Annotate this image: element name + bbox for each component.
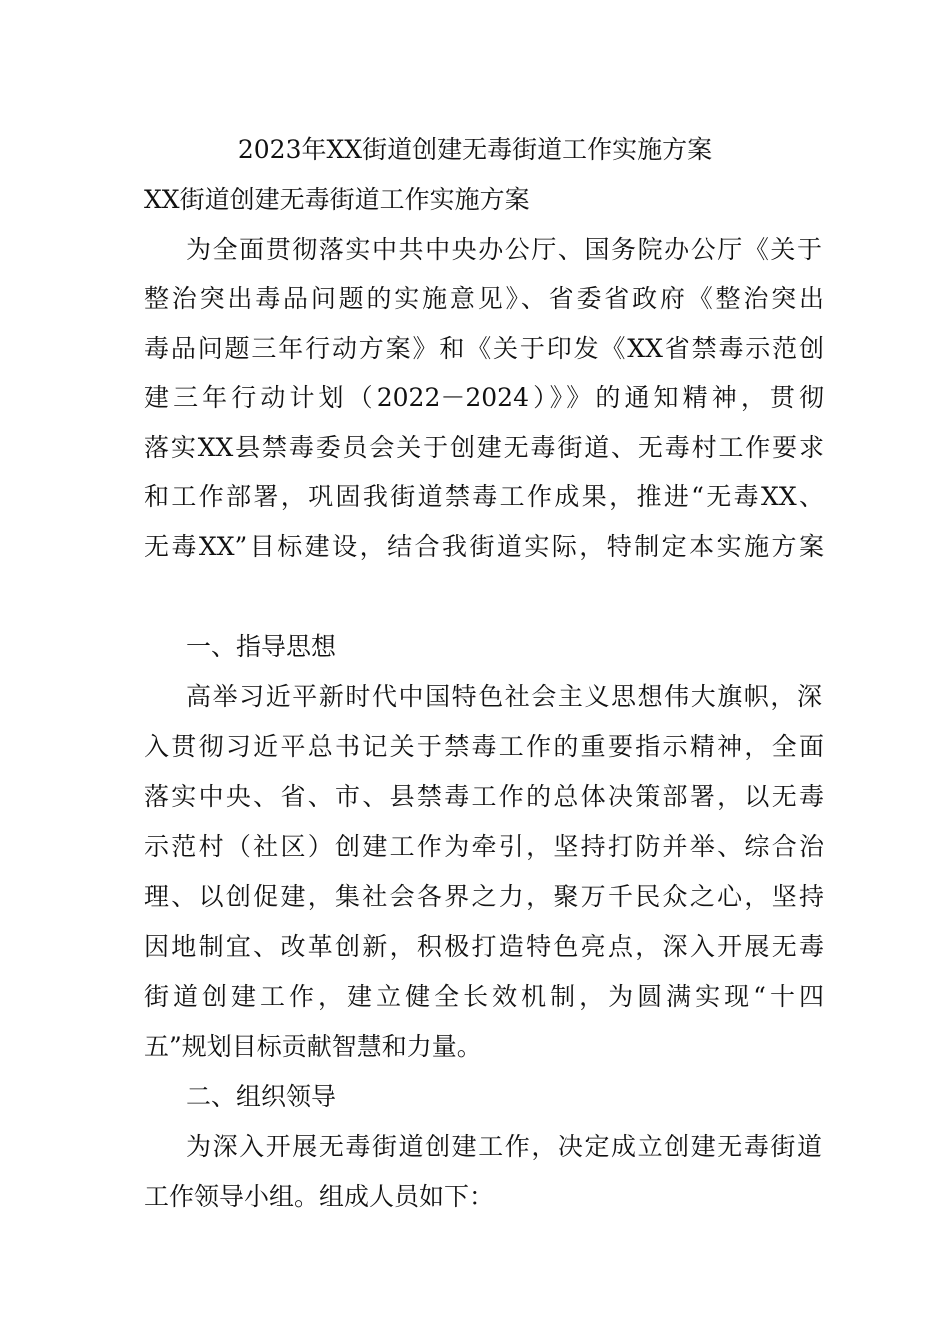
section1-line: 因地制宜、改革创新，积极打造特色亮点，深入开展无毒 [144,932,824,961]
document-subtitle: XX街道创建无毒街道工作实施方案 [144,185,530,214]
section1-line: 落实中央、省、市、县禁毒工作的总体决策部署，以无毒 [144,782,824,811]
intro-line: 和工作部署，巩固我街道禁毒工作成果，推进“无毒XX、 [144,482,824,511]
section-heading-guiding-ideology: 一、指导思想 [186,632,337,661]
intro-line: 为全面贯彻落实中共中央办公厅、国务院办公厅《关于 [186,235,822,264]
section1-line: 入贯彻习近平总书记关于禁毒工作的重要指示精神，全面 [144,732,824,761]
section1-line: 高举习近平新时代中国特色社会主义思想伟大旗帜，深 [186,682,822,711]
intro-line: 毒品问题三年行动方案》和《关于印发《XX省禁毒示范创 [144,334,824,363]
intro-line: 无毒XX”目标建设，结合我街道实际，特制定本实施方案 [144,532,824,561]
section1-line: 理、以创促建，集社会各界之力，聚万千民众之心，坚持 [144,882,824,911]
intro-line: 整治突出毒品问题的实施意见》、省委省政府《整治突出 [144,284,824,313]
section1-line: 五”规划目标贡献智慧和力量。 [144,1032,482,1061]
section2-line: 工作领导小组。组成人员如下： [144,1182,495,1211]
document-title: 2023年XX街道创建无毒街道工作实施方案 [237,135,713,164]
intro-line: 建三年行动计划（2022－2024）》》的通知精神，贯彻 [144,383,824,412]
intro-line: 落实XX县禁毒委员会关于创建无毒街道、无毒村工作要求 [144,433,824,462]
section1-line: 街道创建工作，建立健全长效机制，为圆满实现“十四 [144,982,824,1011]
section-heading-organization: 二、组织领导 [186,1082,337,1111]
section2-line: 为深入开展无毒街道创建工作，决定成立创建无毒街道 [186,1132,822,1161]
section1-line: 示范村（社区）创建工作为牵引，坚持打防并举、综合治 [144,832,824,861]
